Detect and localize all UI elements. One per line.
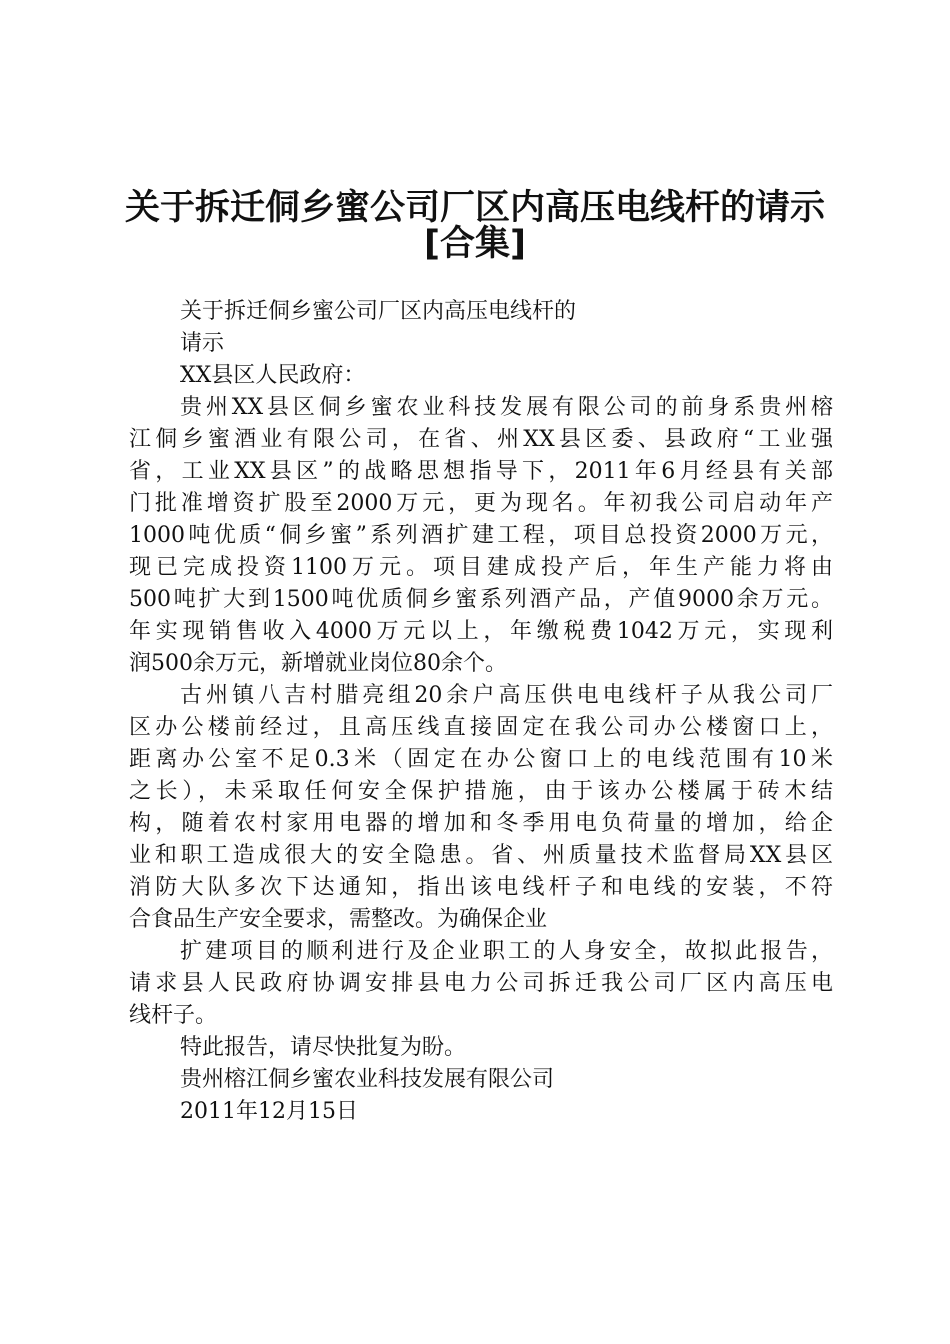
- text-line: 合食品生产安全要求，需整改。为确保企业: [129, 907, 548, 932]
- text-line: 年实现销售收入4000万元以上，年缴税费1042万元，实现利: [129, 619, 833, 644]
- text-line: 请示: [180, 331, 225, 356]
- text-line: 1000吨优质“侗乡蜜”系列酒扩建工程，项目总投资2000万元，: [129, 523, 833, 548]
- text-line: 2011年12月15日: [180, 1099, 358, 1124]
- text-line: 请求县人民政府协调安排县电力公司拆迁我公司厂区内高压电: [129, 971, 833, 996]
- text-line: 贵州榕江侗乡蜜农业科技发展有限公司: [180, 1067, 555, 1092]
- document-title-line-2: [合集]: [424, 224, 526, 264]
- document-title-line-1: 关于拆迁侗乡蜜公司厂区内高压电线杆的请示: [124, 188, 825, 228]
- text-line: 消防大队多次下达通知，指出该电线杆子和电线的安装，不符: [129, 875, 833, 900]
- text-line: 构，随着农村家用电器的增加和冬季用电负荷量的增加，给企: [129, 811, 833, 836]
- text-line: 古州镇八吉村腊亮组20余户高压供电电线杆子从我公司厂: [180, 683, 833, 708]
- text-line: 业和职工造成很大的安全隐患。省、州质量技术监督局XX县区: [129, 843, 833, 868]
- text-line: 润500余万元，新增就业岗位80余个。: [129, 651, 507, 676]
- text-line: 关于拆迁侗乡蜜公司厂区内高压电线杆的: [180, 299, 577, 324]
- text-line: 500吨扩大到1500吨优质侗乡蜜系列酒产品，产值9000余万元。: [129, 587, 833, 612]
- text-line: XX县区人民政府：: [180, 363, 366, 388]
- text-line: 之长），未采取任何安全保护措施，由于该办公楼属于砖木结: [129, 779, 833, 804]
- text-line: 距离办公室不足0.3米（固定在办公窗口上的电线范围有10米: [129, 747, 833, 772]
- text-line: 现已完成投资1100万元。项目建成投产后，年生产能力将由: [129, 555, 833, 580]
- text-line: 特此报告，请尽快批复为盼。: [180, 1035, 467, 1060]
- text-line: 贵州XX县区侗乡蜜农业科技发展有限公司的前身系贵州榕: [180, 395, 833, 420]
- text-line: 区办公楼前经过，且高压线直接固定在我公司办公楼窗口上，: [129, 715, 833, 740]
- text-line: 省，工业XX县区”的战略思想指导下，2011年6月经县有关部: [129, 459, 833, 484]
- text-line: 江侗乡蜜酒业有限公司，在省、州XX县区委、县政府“工业强: [129, 427, 833, 452]
- text-line: 线杆子。: [129, 1003, 218, 1028]
- text-line: 扩建项目的顺利进行及企业职工的人身安全，故拟此报告，: [180, 939, 833, 964]
- text-line: 门批准增资扩股至2000万元，更为现名。年初我公司启动年产: [129, 491, 833, 516]
- document-body: [129, 296, 833, 1128]
